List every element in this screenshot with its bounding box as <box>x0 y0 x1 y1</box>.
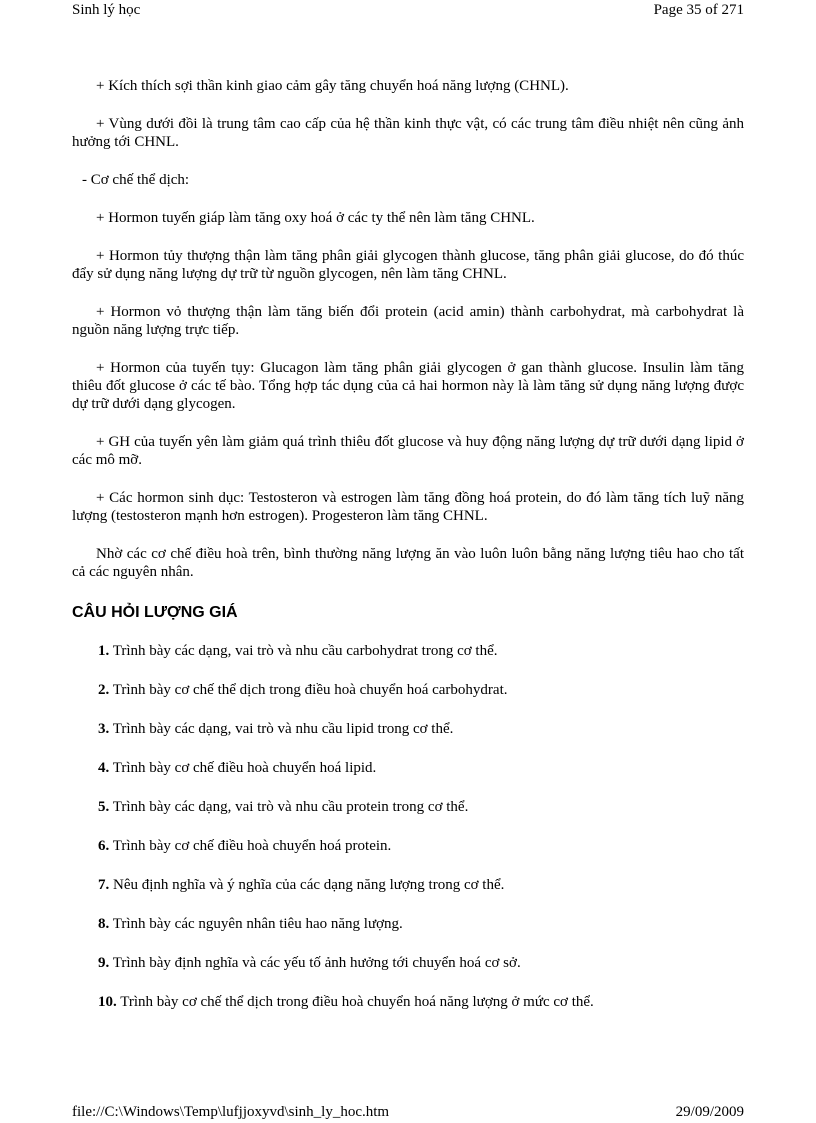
question-text: Trình bày định nghĩa và các yếu tố ảnh hưởng tới chuyển hoá cơ sở. <box>109 955 521 971</box>
question-text: Trình bày cơ chế điều hoà chuyển hoá protein. <box>109 838 392 854</box>
question-item <box>72 915 744 933</box>
question-number: 3. <box>98 721 110 737</box>
print-date: 29/09/2009 <box>675 1104 744 1120</box>
document-title: Sinh lý học <box>72 2 141 18</box>
question-item <box>72 993 744 1011</box>
question-text: Trình bày các dạng, vai trò và nhu cầu protein trong cơ thể. <box>109 799 469 815</box>
file-path: file://C:\Windows\Temp\lufjjoxyvd\sinh_ly_hoc.htm <box>72 1104 390 1120</box>
question-text: Trình bày cơ chế thể dịch trong điều hoà chuyển hoá carbohydrat. <box>109 682 508 698</box>
question-item <box>72 954 744 972</box>
question-item <box>72 876 744 894</box>
paragraph: - Cơ chế thể dịch: <box>82 172 190 188</box>
question-item <box>72 759 744 777</box>
paragraph: Nhờ các cơ chế điều hoà trên, bình thường năng lượng ăn vào luôn luôn bằng năng lượng tiêu hao cho tất cả các nguyên nhân. <box>72 546 744 580</box>
question-text: Trình bày cơ chế thể dịch trong điều hoà chuyển hoá năng lượng ở mức cơ thể. <box>116 994 594 1010</box>
page-number: Page 35 of 271 <box>653 2 744 18</box>
question-text: Nêu định nghĩa và ý nghĩa của các dạng năng lượng trong cơ thể. <box>109 877 505 893</box>
question-item <box>72 837 744 855</box>
question-number: 4. <box>98 760 110 776</box>
question-text: Trình bày cơ chế điều hoà chuyển hoá lipid. <box>109 760 377 776</box>
question-number: 5. <box>98 799 110 815</box>
paragraph: + Vùng dưới đồi là trung tâm cao cấp của hệ thần kinh thực vật, có các trung tâm điều nhiệt nên cũng ảnh hưởng tới CHNL. <box>72 116 744 150</box>
question-number: 10. <box>98 994 117 1010</box>
section-heading: CÂU HỎI LƯỢNG GIÁ <box>72 604 238 621</box>
question-item <box>72 720 744 738</box>
page-content <box>72 77 744 1032</box>
question-number: 9. <box>98 955 110 971</box>
question-text: Trình bày các dạng, vai trò và nhu cầu lipid trong cơ thể. <box>109 721 454 737</box>
question-number: 7. <box>98 877 110 893</box>
question-item <box>72 798 744 816</box>
page-footer <box>72 1104 744 1121</box>
paragraph: + Hormon vỏ thượng thận làm tăng biến đổi protein (acid amin) thành carbohydrat, mà carbohydrat là nguồn năng lượng trực tiếp. <box>72 304 744 338</box>
paragraph: + Hormon của tuyến tụy: Glucagon làm tăng phân giải glycogen ở gan thành glucose. Insulin làm tăng thiêu đốt glucose ở các tế bào. Tổng hợp tác dụng của cả hai hormon này là làm tăng sử dụng năng lượng được dự trữ dưới dạng glycogen. <box>72 360 744 412</box>
question-text: Trình bày các nguyên nhân tiêu hao năng lượng. <box>109 916 403 932</box>
question-number: 2. <box>98 682 110 698</box>
question-item <box>72 681 744 699</box>
question-number: 8. <box>98 916 110 932</box>
question-item <box>72 642 744 660</box>
question-number: 1. <box>98 643 110 659</box>
paragraph: + GH của tuyến yên làm giảm quá trình thiêu đốt glucose và huy động năng lượng dự trữ dưới dạng lipid ở các mô mỡ. <box>72 434 744 468</box>
question-text: Trình bày các dạng, vai trò và nhu cầu carbohydrat trong cơ thể. <box>109 643 498 659</box>
paragraph: + Kích thích sợi thần kinh giao cảm gây tăng chuyển hoá năng lượng (CHNL). <box>96 78 569 94</box>
paragraph: + Hormon tuyến giáp làm tăng oxy hoá ở các ty thể nên làm tăng CHNL. <box>96 210 535 226</box>
paragraph: + Hormon tủy thượng thận làm tăng phân giải glycogen thành glucose, tăng phân giải glucose, do đó thúc đẩy sử dụng năng lượng dự trữ từ nguồn glycogen, nên làm tăng CHNL. <box>72 248 744 282</box>
question-number: 6. <box>98 838 110 854</box>
page-header <box>72 2 744 19</box>
paragraph: + Các hormon sinh dục: Testosteron và estrogen làm tăng đồng hoá protein, do đó làm tăng tích luỹ năng lượng (testosteron mạnh hơn estrogen). Progesteron làm tăng CHNL. <box>72 490 744 524</box>
